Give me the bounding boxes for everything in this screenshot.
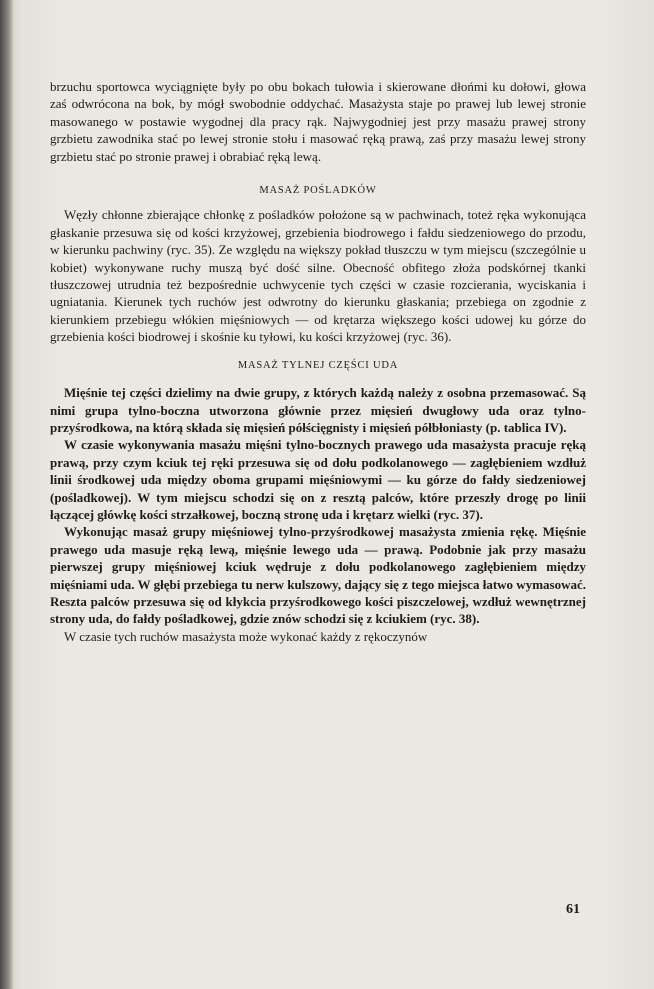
thigh-paragraph-4: W czasie tych ruchów masażysta może wykonać każdy z rękoczynów xyxy=(64,628,428,644)
book-spine-shadow xyxy=(0,0,14,989)
thigh-paragraph-2: W czasie wykonywania masażu mięśni tylno-bocznych prawego uda masażysta pracuje ręką prawą, przy czym kciuk tej ręki przesuwa się od dołu podkolanowego — zagłębieniem wzdłuż linii środkowej uda między oboma grupami mięśniowymi — ku górze do fałdy siedzeniowej (pośladkowej). W tym miejscu schodzi się on z resztą palców, które przeszły drogę po linii łączącej główkę kości strzałkowej, boczną stronę uda i krętarz wielki (ryc. 37). xyxy=(50,437,586,522)
buttocks-massage-paragraph: Węzły chłonne zbierające chłonkę z pośladków położone są w pachwinach, toteż ręka wykonująca głaskanie przesuwa się od kości krzyżowej, grzebienia biodrowego i fałdu siedzeniowego do przodu, w kierunku pachwiny (ryc. 35). Ze względu na większy pokład tłuszczu w tym miejscu (szczególnie u kobiet) wykonywane ruchy muszą być dość silne. Obecność obfitego złoża podskórnej tkanki tłuszczowej utrudnia też bezpośrednie uchwycenie tych części w czasie rozcierania, wyciskania i ugniatania. Kierunek tych ruchów jest odwrotny do kierunku głaskania; przebiega on zgodnie z kierunkiem przebiegu włókien mięśniowych — od krętarza większego kości udowej ku górze do grzebienia kości biodrowej i skośnie ku tyłowi, ku kości krzyżowej (ryc. 36). xyxy=(50,207,586,345)
thigh-massage-section xyxy=(50,384,586,628)
section-heading-thigh-massage: MASAŻ TYLNEJ CZĘŚCI UDA xyxy=(237,359,399,371)
page-number: 61 xyxy=(566,902,580,917)
section-heading-buttocks-massage: MASAŻ POŚLADKÓW xyxy=(259,185,377,197)
intro-paragraph: brzuchu sportowca wyciągnięte były po obu bokach tułowia i skierowane dłońmi ku dołowi, głowa zaś odwrócona na bok, by mógł swobodnie oddychać. Masażysta staje po prawej lub lewej stronie masowanego w postawie wygodnej dla pracy rąk. Najwygodniej jest przy masażu prawej strony grzbietu zawodnika stać po lewej stronie stołu i masować ręką prawą, zaś przy masażu lewej strony grzbietu stać po stronie prawej i obrabiać ręką lewą. xyxy=(50,79,586,164)
thigh-paragraph-3: Wykonując masaż grupy mięśniowej tylno-przyśrodkowej masażysta zmienia rękę. Mięśnie prawego uda masuje ręką lewą, mięśnie lewego uda — prawą. Podobnie jak przy masażu pierwszej grupy mięśniowej kciuk wędruje z dołu podkolanowego zagłębieniem między mięśniami uda. W głębi przebiega tu nerw kulszowy, dający się z tego miejsca łatwo wymasować. Reszta palców przesuwa się od kłykcia przyśrodkowego kości piszczelowej, wzdłuż wewnętrznej strony uda, do fałdy pośladkowej, gdzie znów schodzi się z kciukiem (ryc. 38). xyxy=(50,524,586,627)
thigh-paragraph-1: Mięśnie tej części dzielimy na dwie grupy, z których każdą należy z osobna przemasować. Są nimi grupa tylno-boczna utworzona głównie przez mięsień dwugłowy uda oraz tylno-przyśrodkowa, na którą składa się mięsień półścięgnisty i mięsień półbłoniasty (p. tablica IV). xyxy=(50,385,586,435)
page-text-block xyxy=(50,78,586,645)
